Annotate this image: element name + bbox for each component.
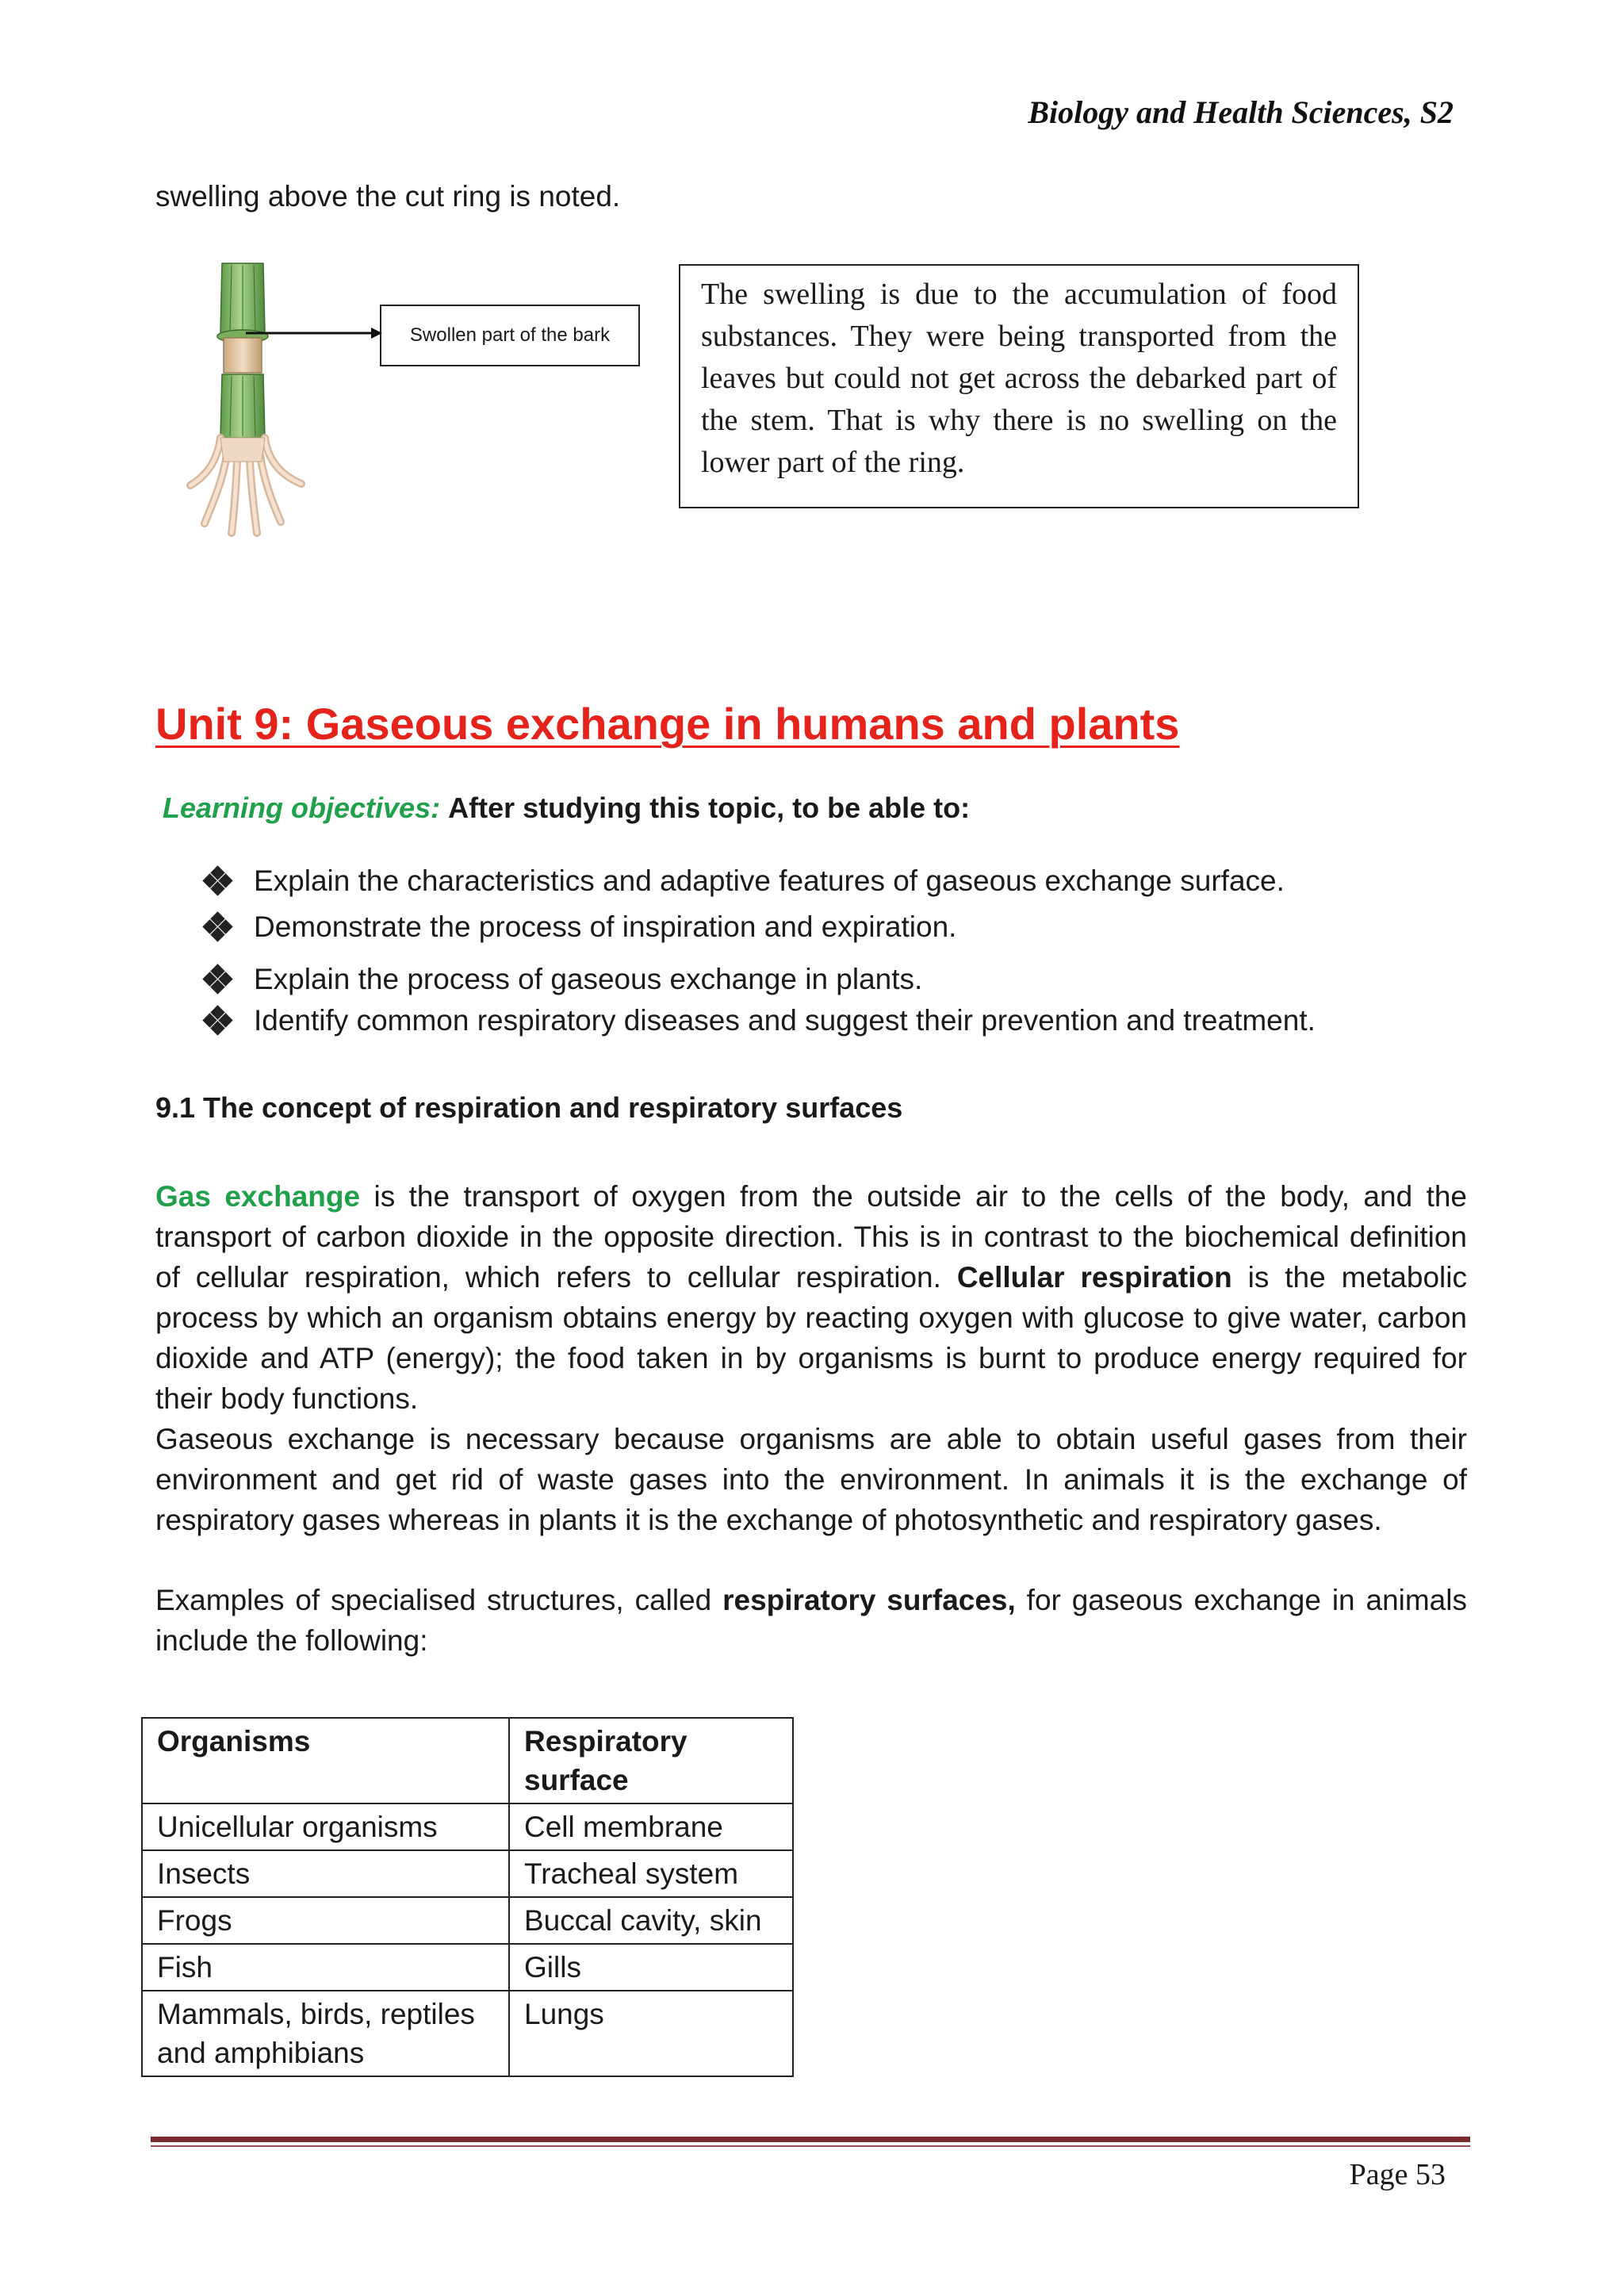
paragraph-gas-exchange [155, 1176, 1467, 1540]
table-row [142, 1991, 793, 2076]
diamond-bullet-icon [205, 1007, 232, 1034]
explanation-note-box: The swelling is due to the accumulation of food substances. They were being transported from the leaves but could not get across the debarked part of the stem. That is why there is no swelling on the lower part of the ring. [679, 264, 1359, 508]
table-cell-organism: Fish [142, 1944, 509, 1991]
term-respiratory-surfaces: respiratory surfaces, [722, 1584, 1016, 1616]
unit-title: Unit 9: Gaseous exchange in humans and plants [155, 699, 1180, 749]
paragraph-3-text-b: for gaseous exchange in animals include the following: [155, 1584, 1467, 1657]
table-row [142, 1850, 793, 1897]
objective-text: Identify common respiratory diseases and suggest their prevention and treatment. [254, 1004, 1316, 1037]
objective-item [205, 910, 956, 944]
paragraph-respiratory-surfaces [155, 1580, 1467, 1661]
callout-label-box: Swollen part of the bark [380, 305, 640, 366]
header-cell-respiratory-surface: Respiratory surface [509, 1718, 793, 1803]
table-row [142, 1803, 793, 1850]
objectives-label: Learning objectives: [163, 792, 441, 824]
paragraph-1-text-b: is the metabolic process by which an organism obtains energy by reacting oxygen with glucose to give water, carbon dioxide and ATP (energy); the food taken in by organisms is burnt to produce energy required for their body functions. [155, 1261, 1467, 1415]
diamond-bullet-icon [205, 914, 232, 941]
callout-arrow [246, 325, 385, 341]
term-gas-exchange: Gas exchange [155, 1180, 361, 1213]
footer-rule-thin [151, 2145, 1470, 2147]
page-number: Page 53 [1349, 2158, 1446, 2191]
term-cellular-respiration: Cellular respiration [956, 1261, 1232, 1294]
table-cell-surface: Lungs [509, 1991, 793, 2076]
objective-item [205, 864, 1285, 898]
table-cell-surface: Cell membrane [509, 1803, 793, 1850]
intro-line: swelling above the cut ring is noted. [155, 180, 621, 213]
table-cell-organism: Unicellular organisms [142, 1803, 509, 1850]
diamond-bullet-icon [205, 868, 232, 895]
objective-item [205, 963, 922, 996]
paragraph-2: Gaseous exchange is necessary because organisms are able to obtain useful gases from their environment and get rid of waste gases into the environment. In animals it is the exchange of respiratory gases whereas in plants it is the exchange of photosynthetic and respiratory gases. [155, 1423, 1467, 1536]
diamond-bullet-icon [205, 966, 232, 993]
paragraph-3-text-a: Examples of specialised structures, called [155, 1584, 723, 1616]
learning-objectives-intro [163, 792, 970, 825]
table-cell-surface: Buccal cavity, skin [509, 1897, 793, 1944]
table-cell-surface: Tracheal system [509, 1850, 793, 1897]
objective-text: Demonstrate the process of inspiration and expiration. [254, 910, 957, 943]
objective-text: Explain the process of gaseous exchange in plants. [254, 963, 923, 995]
header-title: Biology and Health Sciences, S2 [1028, 94, 1454, 130]
table-header-row [142, 1718, 793, 1803]
paragraph-1 [155, 1176, 1467, 1419]
section-heading: 9.1 The concept of respiration and respiratory surfaces [155, 1091, 903, 1124]
table-cell-organism: Frogs [142, 1897, 509, 1944]
footer-rule [151, 2137, 1470, 2142]
table-cell-organism: Mammals, birds, reptiles and amphibians [142, 1991, 509, 2076]
table-cell-organism: Insects [142, 1850, 509, 1897]
objectives-intro-text: After studying this topic, to be able to: [448, 792, 971, 824]
table-cell-surface: Gills [509, 1944, 793, 1991]
paragraph-1-text-a: is the transport of oxygen from the outside air to the cells of the body, and the transport of carbon dioxide in the opposite direction. This is in contrast to the biochemical definition of cellular respiration, which refers to cellular respiration. [155, 1180, 1468, 1294]
stem-illustration [182, 254, 325, 539]
header-cell-organisms: Organisms [142, 1718, 509, 1803]
respiratory-surfaces-table [141, 1717, 794, 2077]
objective-item [205, 1004, 1316, 1037]
table-row [142, 1897, 793, 1944]
objective-text: Explain the characteristics and adaptive features of gaseous exchange surface. [254, 864, 1285, 897]
table-row [142, 1944, 793, 1991]
